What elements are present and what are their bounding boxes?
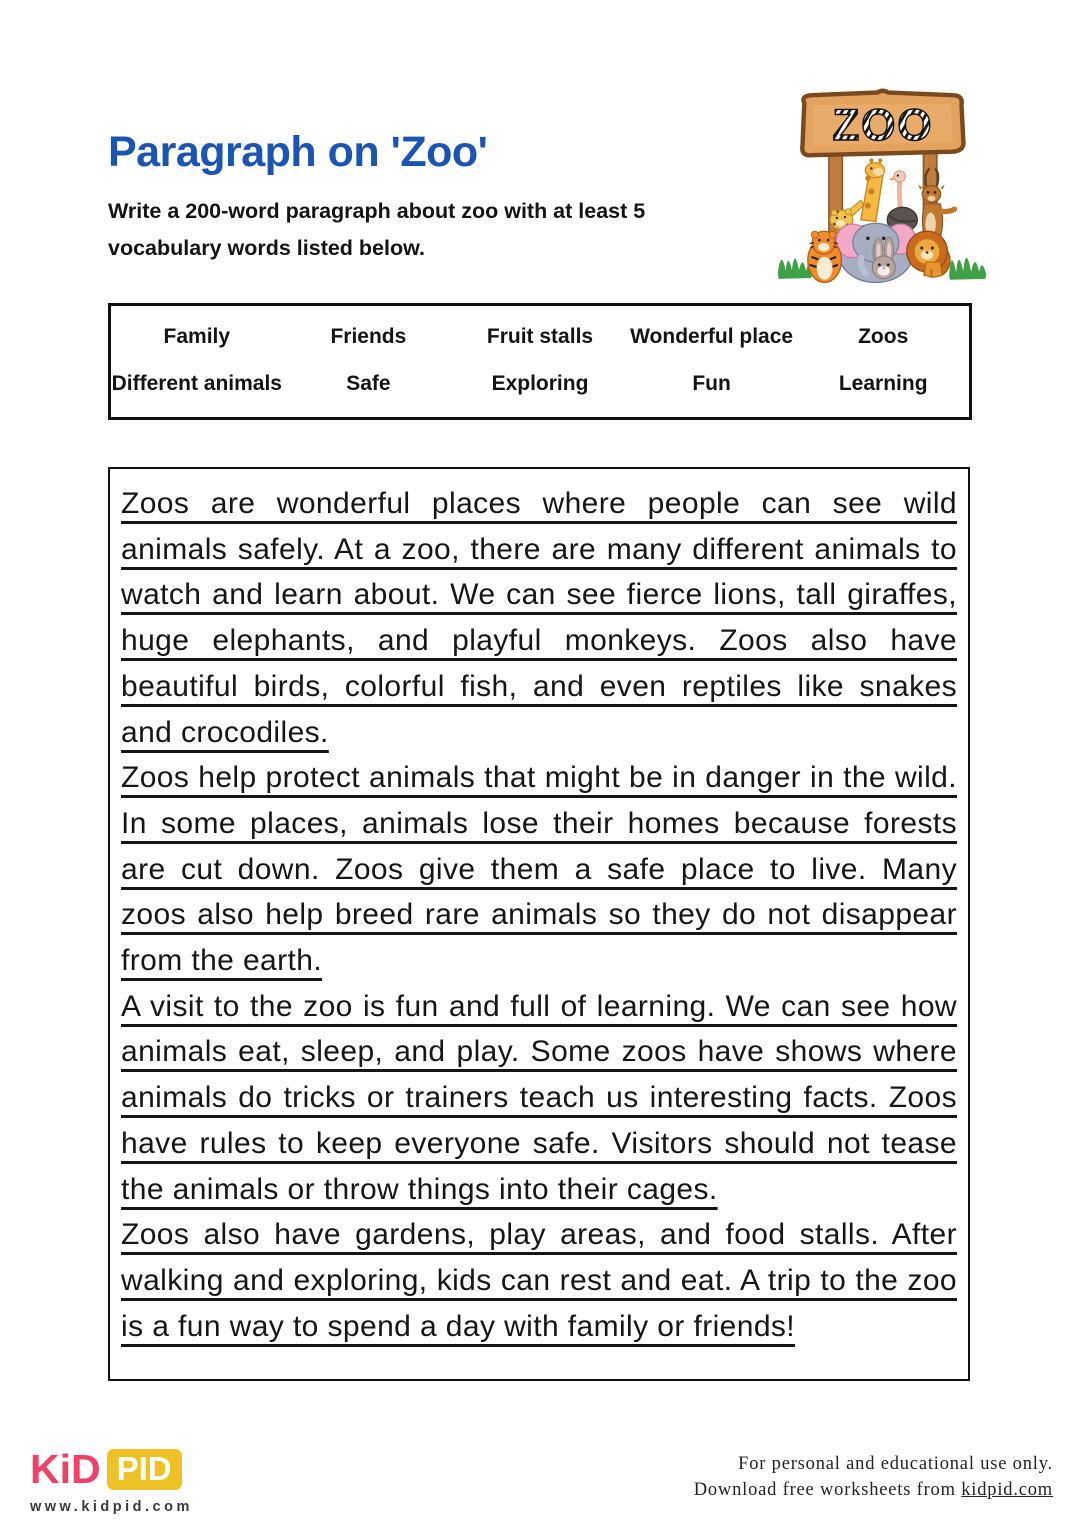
kidpid-website-url: www.kidpid.com (30, 1499, 193, 1515)
instruction-text (108, 193, 645, 267)
kidpid-logo-pid-badge: PID (107, 1449, 182, 1490)
kidpid-logo (30, 1446, 193, 1515)
zoo-sign-text: ZOO (832, 101, 934, 151)
essay-paragraph-4: Zoos also have gardens, play areas, and food stalls. After walking and exploring, kids can rest and eat. A trip to the zoo is a fun way to spend a day with family or friends! (121, 1218, 957, 1343)
vocabulary-box (108, 303, 972, 420)
vocab-word-wonderful-place: Wonderful place (630, 325, 794, 349)
vocab-word-different-animals: Different animals (111, 371, 282, 395)
essay-paragraph-3: A visit to the zoo is fun and full of learning. We can see how animals eat, sleep, and play. Some zoos have shows where animals do tricks or trainers teach us interesting facts. Zoos have rules to keep everyone safe. Visitors should not tease the animals or throw things into their cages. (121, 989, 957, 1206)
vocab-word-learning: Learning (838, 371, 928, 395)
footer-note-line-2-prefix: Download free worksheets from (693, 1480, 962, 1500)
kidpid-logo-kid-text: KiD (30, 1446, 101, 1492)
footer-note-line-1: For personal and educational use only. (738, 1454, 1053, 1474)
vocab-word-fruit-stalls: Fruit stalls (486, 325, 594, 349)
lion (907, 231, 950, 277)
grass-left (778, 259, 812, 279)
vocab-word-exploring: Exploring (491, 371, 589, 395)
grass-right (949, 258, 986, 280)
instruction-line-1: Write a 200-word paragraph about zoo with at least 5 (108, 199, 646, 223)
vocab-word-fun: Fun (692, 371, 731, 395)
essay-paragraph-2: Zoos help protect animals that might be in danger in the wild. In some places, animals lose their homes because forests are cut down. Zoos give them a safe place to live. Many zoos also help breed rare animals so they do not disappear from the earth. (121, 761, 957, 978)
essay-answer-box (108, 467, 970, 1381)
ostrich (887, 171, 917, 232)
vocab-word-zoos: Zoos (858, 325, 909, 349)
vocab-word-friends: Friends (330, 325, 407, 349)
giraffe (861, 158, 885, 221)
vocab-word-family: Family (163, 325, 231, 349)
page-title: Paragraph on 'Zoo' (108, 128, 488, 176)
footer-note-line-2 (694, 1477, 1053, 1503)
instruction-line-2: vocabulary words listed below. (108, 236, 426, 260)
vocab-word-safe: Safe (346, 371, 391, 395)
zoo-illustration (776, 80, 988, 302)
kidpid-link[interactable]: kidpid.com (961, 1480, 1053, 1500)
essay-paragraph-1: Zoos are wonderful places where people can see wild animals safely. At a zoo, there are many different animals to watch and learn about. We can see fierce lions, tall giraffes, huge elephants, and playful monkeys. Zoos also have beautiful birds, colorful fish, and even reptiles like snakes and crocodiles. (121, 487, 957, 749)
footer-note (694, 1451, 1053, 1503)
